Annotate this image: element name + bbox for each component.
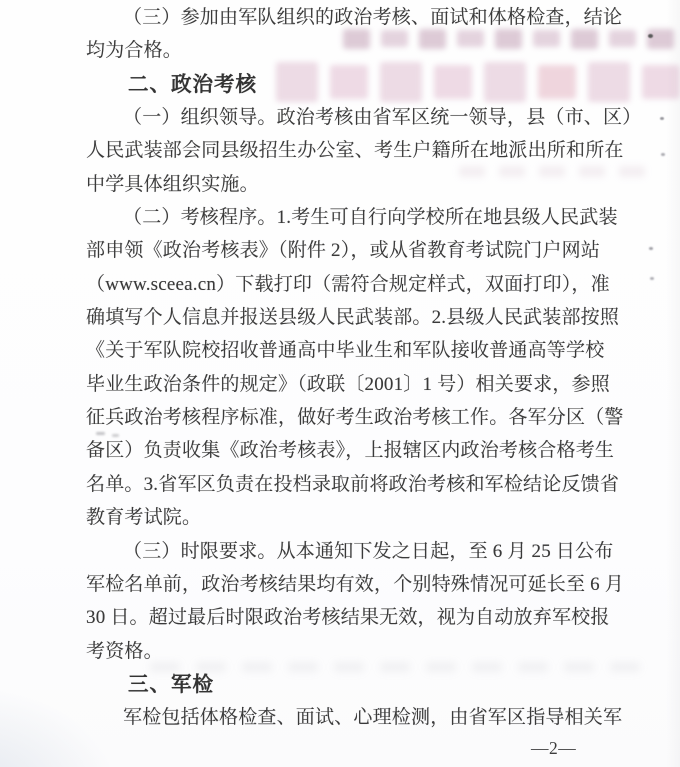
scan-edge-shade: [666, 0, 680, 767]
text-line: （一）组织领导。政治考核由省军区统一领导，县（市、区）: [123, 107, 642, 129]
text-line: （www.sceea.cn）下载打印（需符合规定样式，双面打印），准: [86, 273, 610, 295]
text-line: 人民武装部会同县级招生办公室、考生户籍所在地派出所和所在: [86, 140, 624, 162]
scan-speck: [649, 247, 653, 250]
scan-speck: [648, 34, 653, 38]
document-body: [86, 1, 642, 735]
text-line: 《关于军队院校招收普通高中毕业生和军队接收普通高等学校: [86, 340, 605, 362]
section-heading: 三、军检: [128, 671, 214, 696]
text-line: （三）时限要求。从本通知下发之日起，至 6 月 25 日公布: [123, 540, 614, 562]
text-line: （三）参加由军队组织的政治考核、面试和体格检查，结论: [123, 7, 623, 28]
scan-speck: [650, 277, 654, 280]
text-line: 均为合格。: [86, 40, 183, 62]
text-line: 确填写个人信息并报送县级人民武装部。2.县级人民武装部按照: [86, 307, 620, 329]
scan-speck: [661, 153, 665, 156]
text-line: 军检名单前，政治考核结果均有效，个别特殊情况可延长至 6 月: [86, 573, 625, 595]
section-heading: 二、政治考核: [128, 71, 257, 96]
text-line: 教育考试院。: [86, 507, 202, 529]
text-line: 征兵政治考核程序标准，做好考生政治考核工作。各军分区（警: [86, 407, 624, 429]
text-line: 备区）负责收集《政治考核表》，上报辖区内政治考核合格考生: [86, 440, 615, 462]
text-line: 部申领《政治考核表》（附件 2），或从省教育考试院门户网站: [86, 240, 601, 262]
text-line: 名单。3.省军区负责在投档录取前将政治考核和军检结论反馈省: [86, 473, 620, 495]
text-line: 军检包括体格检查、面试、心理检测，由省军区指导相关军: [123, 707, 623, 729]
text-line: 毕业生政治条件的规定》（政联〔2001〕1 号）相关要求，参照: [86, 373, 610, 395]
text-line: 30 日。超过最后时限政治考核结果无效，视为自动放弃军校报: [86, 607, 610, 629]
text-line: 考资格。: [86, 640, 163, 662]
text-line: 中学具体组织实施。: [86, 173, 259, 195]
text-line: （二）考核程序。1.考生可自行向学校所在地县级人民武装: [123, 207, 618, 229]
page-number: —2—: [531, 738, 577, 758]
scan-speck: [660, 117, 664, 120]
